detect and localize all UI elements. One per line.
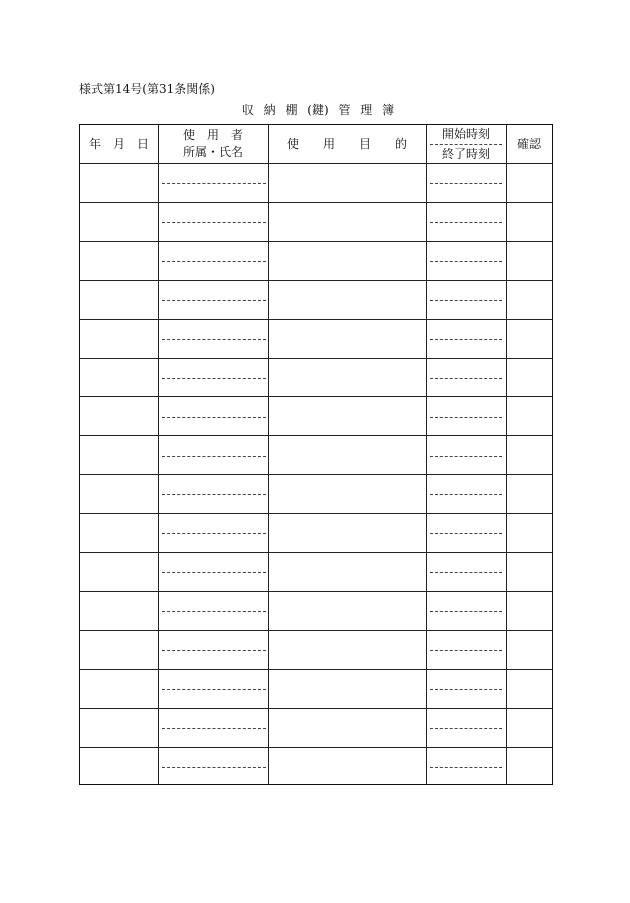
user-row-dashed-line: [162, 417, 266, 418]
row-divider: [80, 319, 552, 320]
row-divider: [80, 396, 552, 397]
column-divider: [426, 125, 427, 784]
time-row-dashed-line: [430, 611, 502, 612]
form-title: 収 納 棚 (鍵) 管 理 簿: [241, 103, 395, 117]
user-row-dashed-line: [162, 689, 266, 690]
time-row-dashed-line: [430, 494, 502, 495]
time-row-dashed-line: [430, 183, 502, 184]
user-row-dashed-line: [162, 378, 266, 379]
row-divider: [80, 358, 552, 359]
time-row-dashed-line: [430, 767, 502, 768]
time-row-dashed-line: [430, 572, 502, 573]
time-row-dashed-line: [430, 339, 502, 340]
user-row-dashed-line: [162, 456, 266, 457]
header-date: 年 月 日: [88, 137, 149, 151]
user-row-dashed-line: [162, 339, 266, 340]
column-divider: [506, 125, 507, 784]
user-row-dashed-line: [162, 183, 266, 184]
row-divider: [80, 202, 552, 203]
user-row-dashed-line: [162, 261, 266, 262]
user-row-dashed-line: [162, 728, 266, 729]
time-row-dashed-line: [430, 417, 502, 418]
user-row-dashed-line: [162, 494, 266, 495]
user-row-dashed-line: [162, 572, 266, 573]
user-row-dashed-line: [162, 222, 266, 223]
row-divider: [80, 630, 552, 631]
ledger-table: [79, 124, 553, 785]
row-divider: [80, 513, 552, 514]
user-row-dashed-line: [162, 611, 266, 612]
header-end-time: 終了時刻: [441, 147, 490, 161]
user-row-dashed-line: [162, 650, 266, 651]
time-row-dashed-line: [430, 689, 502, 690]
time-row-dashed-line: [430, 222, 502, 223]
time-row-dashed-line: [430, 300, 502, 301]
form-number: 様式第14号(第31条関係): [79, 82, 215, 96]
row-divider: [80, 163, 552, 164]
time-row-dashed-line: [430, 378, 502, 379]
time-row-dashed-line: [430, 261, 502, 262]
row-divider: [80, 241, 552, 242]
header-purpose: 使 用 目 的: [286, 137, 407, 151]
row-divider: [80, 747, 552, 748]
column-divider: [158, 125, 159, 784]
time-row-dashed-line: [430, 456, 502, 457]
row-divider: [80, 280, 552, 281]
row-divider: [80, 474, 552, 475]
user-row-dashed-line: [162, 533, 266, 534]
header-time-divider: [430, 144, 502, 145]
time-row-dashed-line: [430, 650, 502, 651]
row-divider: [80, 669, 552, 670]
row-divider: [80, 591, 552, 592]
row-divider: [80, 552, 552, 553]
time-row-dashed-line: [430, 533, 502, 534]
header-confirm: 確認: [516, 137, 541, 151]
row-divider: [80, 435, 552, 436]
row-divider: [80, 708, 552, 709]
header-user-line2: 所属・氏名: [182, 145, 243, 159]
column-divider: [268, 125, 269, 784]
header-start-time: 開始時刻: [441, 127, 490, 141]
user-row-dashed-line: [162, 300, 266, 301]
user-row-dashed-line: [162, 767, 266, 768]
header-user-line1: 使 用 者: [182, 128, 243, 142]
time-row-dashed-line: [430, 728, 502, 729]
